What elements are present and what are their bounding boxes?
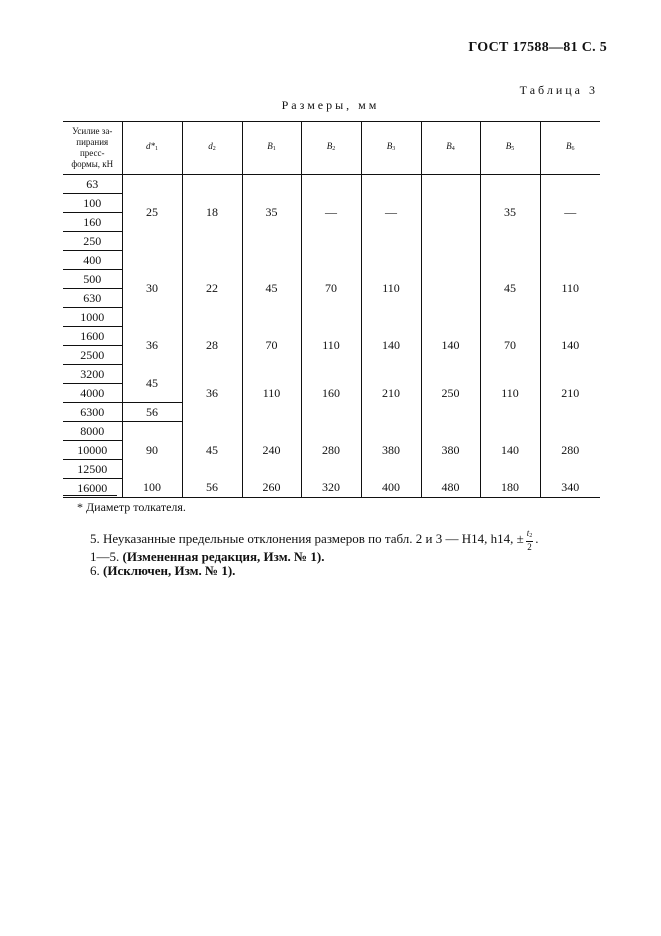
fraction — [526, 528, 534, 552]
sizes-caption: Размеры, мм — [281, 98, 380, 112]
header-b4-main: B — [446, 141, 452, 151]
header-b3 — [361, 122, 421, 175]
b3-cell: 140 — [361, 327, 421, 365]
b5-cell: 110 — [480, 365, 540, 422]
table-header-row — [63, 122, 600, 175]
table-row — [63, 365, 600, 384]
force-cell: 100 — [63, 194, 122, 213]
force-cell: 63 — [63, 175, 122, 194]
header-b2 — [301, 122, 361, 175]
table-caption: Таблица 3 — [519, 83, 598, 97]
header-b5 — [480, 122, 540, 175]
d1-cell: 30 — [122, 251, 182, 327]
d1-cell: 100 — [122, 479, 182, 498]
force-cell: 160 — [63, 213, 122, 232]
header-force — [63, 122, 122, 175]
header-force-line: пирания — [76, 137, 109, 147]
header-b6-sub: 6 — [571, 146, 575, 152]
b2-cell: 280 — [301, 422, 361, 479]
b4-cell: 250 — [421, 365, 480, 422]
footnote: * Диаметр толкателя. — [77, 500, 186, 514]
d1-cell: 45 — [122, 365, 182, 403]
force-cell: 3200 — [63, 365, 122, 384]
header-d2 — [182, 122, 242, 175]
b6-cell: 280 — [540, 422, 600, 479]
header-b1-main: B — [267, 141, 273, 151]
force-cell: 1600 — [63, 327, 122, 346]
d2-cell: 56 — [182, 479, 242, 498]
b6-cell: 140 — [540, 327, 600, 365]
header-b6 — [540, 122, 600, 175]
b5-cell: 180 — [480, 479, 540, 498]
b2-cell: 160 — [301, 365, 361, 422]
force-cell: 16000 — [63, 479, 122, 498]
force-cell: 400 — [63, 251, 122, 270]
force-cell: 4000 — [63, 384, 122, 403]
b1-cell: 45 — [242, 251, 301, 327]
b1-cell: 260 — [242, 479, 301, 498]
d2-cell: 18 — [182, 175, 242, 251]
d2-cell: 45 — [182, 422, 242, 479]
force-cell: 6300 — [63, 403, 122, 422]
d2-cell: 22 — [182, 251, 242, 327]
force-cell: 250 — [63, 232, 122, 251]
b4-cell: 480 — [421, 479, 480, 498]
b6-cell: 210 — [540, 365, 600, 422]
header-d1-main: d* — [146, 141, 155, 151]
d1-cell: 36 — [122, 327, 182, 365]
d1-cell: 25 — [122, 175, 182, 251]
b2-cell: 320 — [301, 479, 361, 498]
footnote-rule — [63, 495, 117, 496]
table-row — [63, 327, 600, 346]
force-cell: 630 — [63, 289, 122, 308]
header-d2-sub: 2 — [212, 146, 216, 152]
header-b3-sub: 3 — [392, 146, 396, 152]
table-row — [63, 422, 600, 441]
header-b5-sub: 5 — [511, 146, 515, 152]
b2-cell: 110 — [301, 327, 361, 365]
fraction-numerator-sub: 2 — [529, 533, 533, 539]
b3-cell: 110 — [361, 251, 421, 327]
fraction-denominator: 2 — [527, 542, 532, 552]
b3-cell: — — [361, 175, 421, 251]
force-cell: 2500 — [63, 346, 122, 365]
force-cell: 10000 — [63, 441, 122, 460]
b5-cell: 35 — [480, 175, 540, 251]
b1-cell: 240 — [242, 422, 301, 479]
b4-cell: 380 — [421, 422, 480, 479]
b2-cell: — — [301, 175, 361, 251]
header-force-line: формы, кН — [71, 159, 114, 169]
table-row — [63, 175, 600, 194]
b6-cell: 340 — [540, 479, 600, 498]
b5-cell: 45 — [480, 251, 540, 327]
b6-cell: 110 — [540, 251, 600, 327]
b3-cell: 380 — [361, 422, 421, 479]
b5-cell: 140 — [480, 422, 540, 479]
header-d1 — [122, 122, 182, 175]
note-5-text: 5. Неуказанные предельные отклонения размеров по табл. 2 и 3 — H14, h14, ± — [90, 530, 524, 546]
force-cell: 1000 — [63, 308, 122, 327]
b3-cell: 400 — [361, 479, 421, 498]
page-header: ГОСТ 17588—81 С. 5 — [468, 40, 607, 55]
header-b4-sub: 4 — [451, 146, 455, 152]
table-row — [63, 479, 600, 498]
b2-cell: 70 — [301, 251, 361, 327]
force-cell: 8000 — [63, 422, 122, 441]
header-force-line: Усилие за- — [72, 126, 113, 136]
note-6-bold: (Исключен, Изм. № 1). — [103, 563, 236, 578]
b1-cell: 110 — [242, 365, 301, 422]
header-b5-main: B — [505, 141, 512, 151]
note-5-end: . — [535, 530, 539, 546]
header-b1 — [242, 122, 301, 175]
note-6 — [90, 563, 235, 579]
d1-cell: 90 — [122, 422, 182, 479]
header-b6-main: B — [566, 141, 572, 151]
d2-cell: 36 — [182, 365, 242, 422]
b4-cell — [421, 251, 480, 327]
force-cell: 12500 — [63, 460, 122, 479]
b6-cell: — — [540, 175, 600, 251]
dimensions-table — [63, 121, 600, 498]
header-force-line: пресс- — [79, 148, 105, 158]
d2-cell: 28 — [182, 327, 242, 365]
note-1-5-prefix: 1—5. — [90, 549, 123, 564]
b1-cell: 70 — [242, 327, 301, 365]
fraction-numerator — [526, 528, 534, 542]
table-row — [63, 251, 600, 270]
b3-cell: 210 — [361, 365, 421, 422]
header-b1-sub: 1 — [272, 146, 276, 152]
force-cell: 500 — [63, 270, 122, 289]
b1-cell: 35 — [242, 175, 301, 251]
b4-cell: 140 — [421, 327, 480, 365]
b4-cell — [421, 175, 480, 251]
header-b2-sub: 2 — [332, 146, 336, 152]
b5-cell: 70 — [480, 327, 540, 365]
note-1-5-bold: (Измененная редакция, Изм. № 1). — [122, 549, 325, 564]
header-d2-main: d — [208, 141, 213, 151]
header-b3-main: B — [386, 141, 393, 151]
header-b4 — [421, 122, 480, 175]
header-d1-sub: 1 — [155, 146, 158, 152]
d1-cell: 56 — [122, 403, 182, 422]
fraction-numerator-main: t — [526, 528, 530, 538]
header-b2-main: B — [326, 141, 333, 151]
note-6-prefix: 6. — [90, 563, 103, 578]
